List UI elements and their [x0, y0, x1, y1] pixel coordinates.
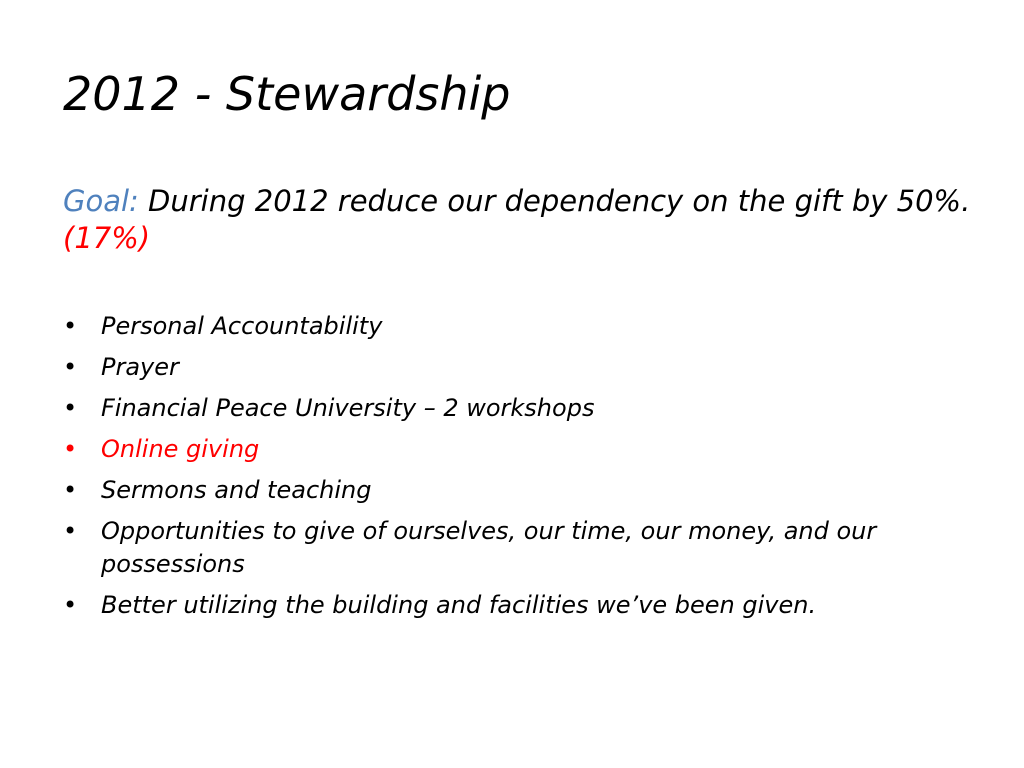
goal-text: During 2012 reduce our dependency on the gift by 50%.: [148, 184, 971, 218]
bullet-text: Better utilizing the building and facilities we’ve been given.: [101, 591, 817, 619]
bullet-dot-icon: •: [63, 353, 78, 381]
bullet-list: [63, 310, 963, 630]
bullet-dot-icon: •: [63, 394, 78, 422]
bullet-text: Online giving: [101, 435, 260, 463]
goal-percentage: (17%): [63, 221, 151, 255]
bullet-item-financial-peace: [63, 392, 963, 425]
bullet-text: Opportunities to give of ourselves, our time, our money, and our possessions: [101, 517, 877, 578]
goal-statement: [63, 183, 973, 257]
bullet-text: Personal Accountability: [101, 312, 383, 340]
bullet-text: Prayer: [101, 353, 179, 381]
bullet-item-building: [63, 589, 963, 622]
bullet-text: Sermons and teaching: [101, 476, 372, 504]
bullet-dot-icon: •: [63, 591, 78, 619]
bullet-item-online-giving: [63, 433, 963, 466]
bullet-item-prayer: [63, 351, 963, 384]
bullet-dot-icon: •: [63, 476, 78, 504]
slide-title: 2012 - Stewardship: [63, 67, 511, 121]
bullet-item-sermons: [63, 474, 963, 507]
bullet-item-personal-accountability: [63, 310, 963, 343]
goal-label: Goal:: [63, 184, 139, 218]
bullet-item-opportunities: [63, 515, 963, 581]
bullet-text: Financial Peace University – 2 workshops: [101, 394, 595, 422]
bullet-dot-icon: •: [63, 435, 78, 463]
bullet-dot-icon: •: [63, 312, 78, 340]
bullet-dot-icon: •: [63, 517, 78, 545]
